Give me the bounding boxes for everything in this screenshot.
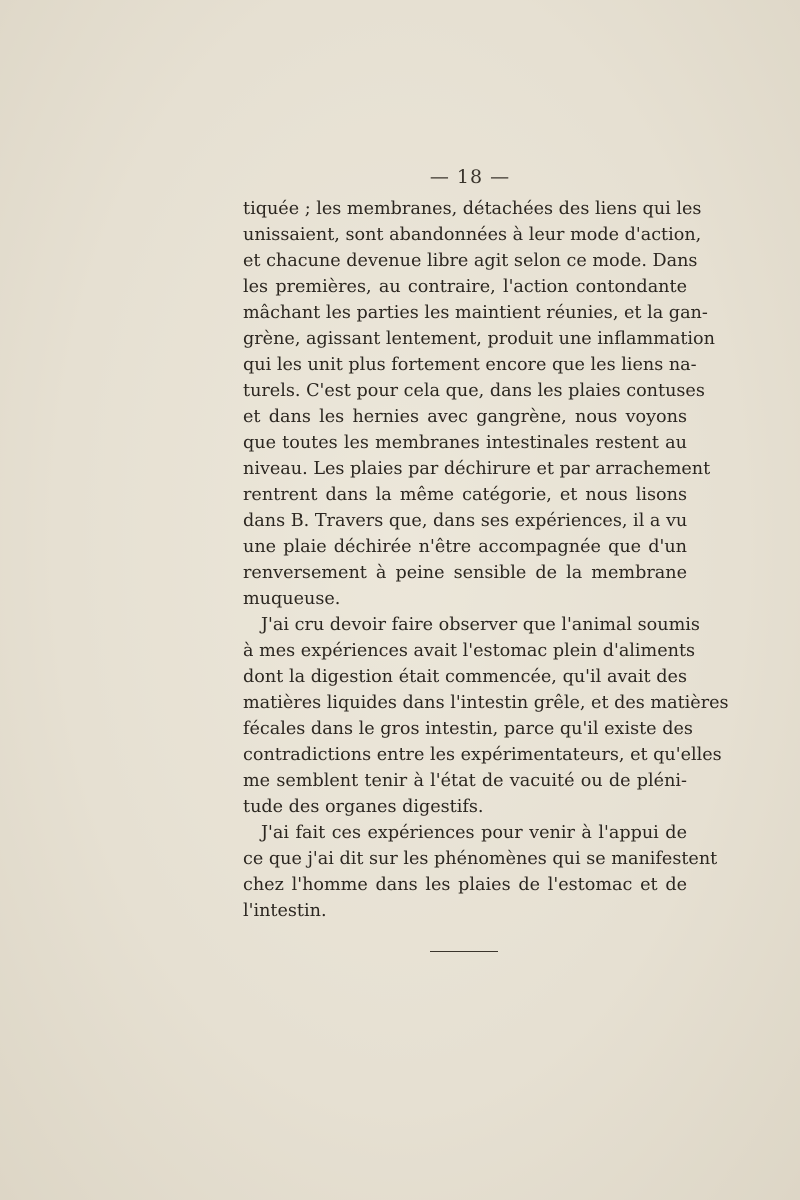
text-line: rentrent dans la même catégorie, et nous lisons — [243, 485, 687, 505]
text-line: muqueuse. — [243, 589, 341, 609]
text-line: tiquée ; les membranes, détachées des liens qui les — [243, 199, 702, 219]
text-line: contradictions entre les expérimentateurs, et qu'elles — [243, 745, 722, 765]
end-rule — [430, 951, 498, 952]
text-line: à mes expériences avait l'estomac plein d'aliments — [243, 641, 696, 661]
text-line: qui les unit plus fortement encore que les liens na- — [243, 355, 697, 375]
text-line: et dans les hernies avec gangrène, nous voyons — [243, 407, 687, 427]
text-line: une plaie déchirée n'être accompagnée que d'un — [243, 537, 687, 557]
text-line: J'ai cru devoir faire observer que l'animal soumis — [261, 615, 700, 635]
text-line: l'intestin. — [243, 901, 327, 921]
paragraph-1 — [243, 196, 715, 612]
text-line: mâchant les parties les maintient réunies, et la gan- — [243, 303, 708, 323]
text-line: me semblent tenir à l'état de vacuité ou de pléni- — [243, 771, 687, 791]
text-line: et chacune devenue libre agit selon ce mode. Dans — [243, 251, 698, 271]
page-number: — 18 — — [429, 166, 511, 188]
text-line: unissaient, sont abandonnées à leur mode d'action, — [243, 225, 702, 245]
text-line: tude des organes digestifs. — [243, 797, 484, 817]
text-line: niveau. Les plaies par déchirure et par arrachement — [243, 459, 711, 479]
text-line: chez l'homme dans les plaies de l'estomac et de — [243, 875, 687, 895]
text-line: fécales dans le gros intestin, parce qu'il existe des — [243, 719, 693, 739]
text-line: ce que j'ai dit sur les phénomènes qui se manifestent — [243, 849, 718, 869]
text-line: les premières, au contraire, l'action contondante — [243, 277, 687, 297]
body-text — [243, 196, 729, 924]
text-line: grène, agissant lentement, produit une inflammation — [243, 329, 715, 349]
text-line: J'ai fait ces expériences pour venir à l'appui de — [261, 823, 687, 843]
text-line: turels. C'est pour cela que, dans les plaies contuses — [243, 381, 705, 401]
text-line: dont la digestion était commencée, qu'il avait des — [243, 667, 687, 687]
text-line: renversement à peine sensible de la membrane — [243, 563, 687, 583]
paragraph-2 — [243, 612, 729, 820]
text-line: que toutes les membranes intestinales restent au — [243, 433, 687, 453]
text-line: matières liquides dans l'intestin grêle, et des matières — [243, 693, 729, 713]
paragraph-3 — [243, 820, 718, 924]
text-line: dans B. Travers que, dans ses expériences, il a vu — [243, 511, 688, 531]
